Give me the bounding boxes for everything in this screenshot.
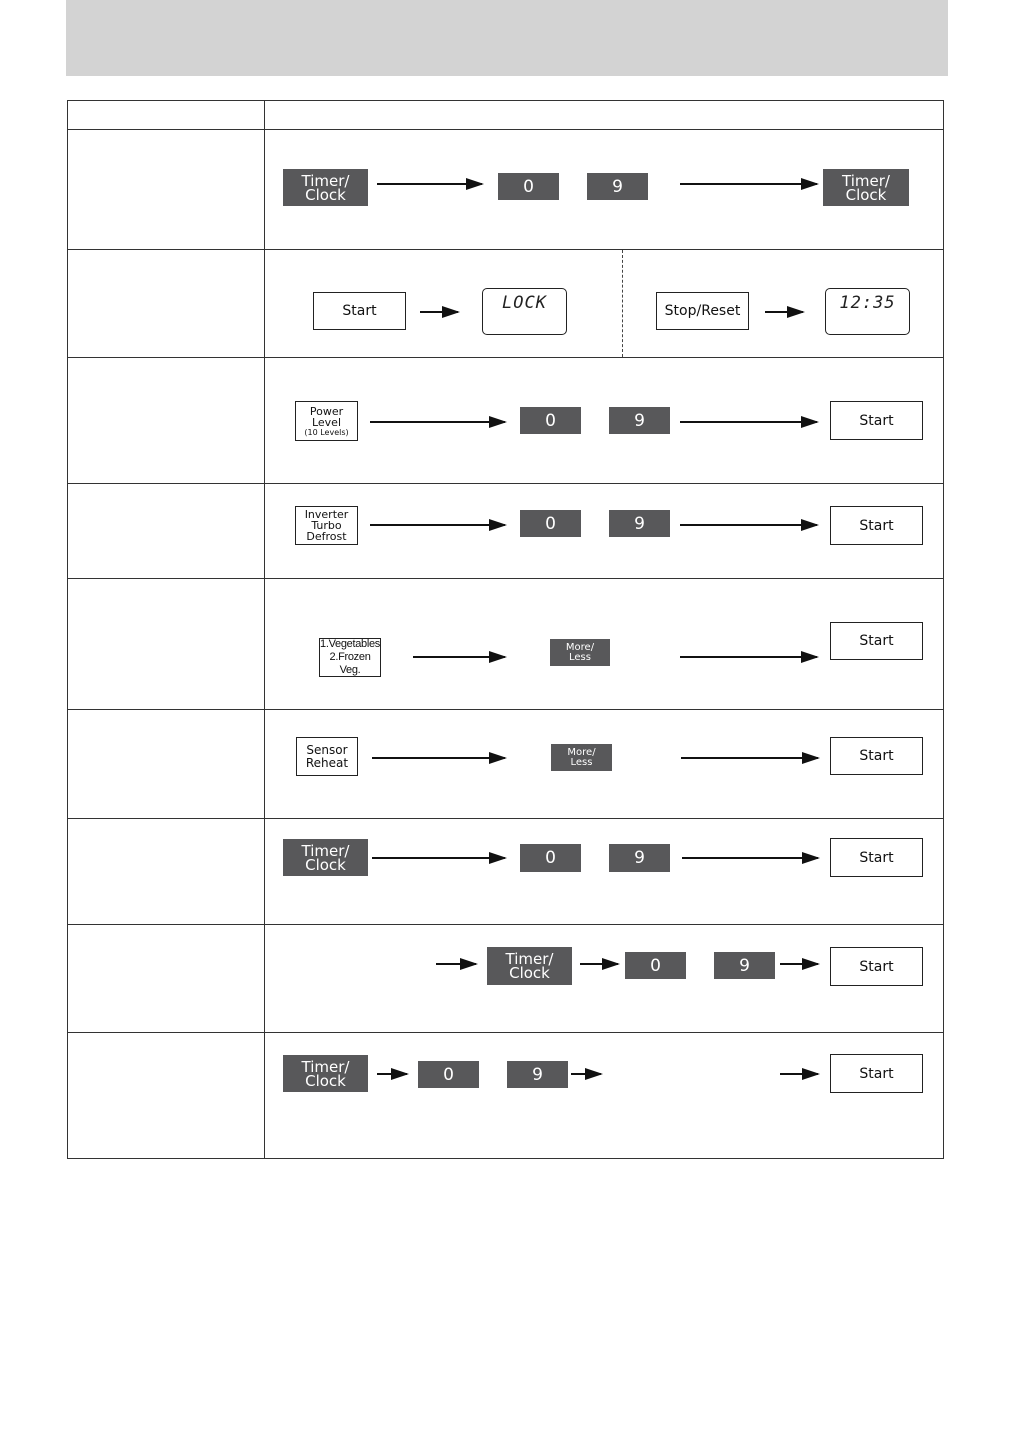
header-band [66, 0, 948, 76]
timer-clock-key[interactable]: Timer/ Clock [283, 1055, 368, 1092]
number-key-9[interactable]: 9 [609, 844, 670, 872]
row-divider [67, 483, 944, 484]
instruction-table [67, 100, 944, 1159]
arrow-icon [372, 857, 505, 859]
arrow-icon [780, 1073, 818, 1075]
start-key[interactable]: Start [830, 947, 923, 986]
timer-clock-key[interactable]: Timer/ Clock [283, 839, 368, 876]
timer-clock-key[interactable]: Timer/ Clock [283, 169, 368, 206]
arrow-icon [436, 963, 476, 965]
number-key-9[interactable]: 9 [609, 407, 670, 434]
start-key[interactable]: Start [830, 838, 923, 877]
sensor-reheat-key[interactable]: Sensor Reheat [296, 737, 358, 776]
arrow-icon [413, 656, 505, 658]
row-divider [67, 249, 944, 250]
arrow-icon [571, 1073, 601, 1075]
number-key-0[interactable]: 0 [520, 407, 581, 434]
power-level-label: Power Level [309, 404, 344, 429]
row-divider [67, 357, 944, 358]
power-level-sublabel: (10 Levels) [304, 427, 349, 437]
row-divider [67, 924, 944, 925]
start-key[interactable]: Start [313, 292, 406, 330]
start-key[interactable]: Start [830, 401, 923, 440]
row-divider [67, 1032, 944, 1033]
row-divider [67, 578, 944, 579]
number-key-0[interactable]: 0 [520, 844, 581, 872]
start-key[interactable]: Start [830, 506, 923, 545]
arrow-icon [377, 183, 482, 185]
arrow-icon [680, 183, 817, 185]
more-less-key[interactable]: More/ Less [551, 744, 612, 771]
row-divider [67, 709, 944, 710]
arrow-icon [680, 421, 817, 423]
arrow-icon [680, 524, 817, 526]
more-less-key[interactable]: More/ Less [550, 639, 610, 666]
arrow-icon [682, 857, 818, 859]
timer-clock-key[interactable]: Timer/ Clock [487, 947, 572, 985]
arrow-icon [370, 421, 505, 423]
row-divider [67, 129, 944, 130]
number-key-9[interactable]: 9 [609, 510, 670, 537]
number-key-0[interactable]: 0 [625, 952, 686, 979]
number-key-0[interactable]: 0 [520, 510, 581, 537]
timer-clock-key[interactable]: Timer/ Clock [823, 169, 909, 206]
arrow-icon [681, 757, 818, 759]
number-key-0[interactable]: 0 [498, 173, 559, 200]
start-key[interactable]: Start [830, 622, 923, 660]
arrow-icon [765, 311, 803, 313]
start-key[interactable]: Start [830, 1054, 923, 1093]
arrow-icon [372, 757, 505, 759]
lcd-display-clock: 12:35 [825, 288, 910, 335]
vegetables-key[interactable]: 1.Vegetables 2.Frozen Veg. [320, 638, 381, 676]
arrow-icon [780, 963, 818, 965]
arrow-icon [370, 524, 505, 526]
number-key-9[interactable]: 9 [507, 1061, 568, 1088]
arrow-icon [420, 311, 458, 313]
row-divider [67, 818, 944, 819]
number-key-9[interactable]: 9 [587, 173, 648, 200]
inverter-turbo-defrost-key[interactable]: Inverter Turbo Defrost [295, 506, 358, 545]
dashed-divider [622, 250, 623, 357]
arrow-icon [377, 1073, 407, 1075]
arrow-icon [580, 963, 618, 965]
lcd-display-lock: LOCK [482, 288, 567, 335]
stop-reset-key[interactable]: Stop/Reset [656, 292, 749, 330]
column-divider [264, 100, 265, 1159]
number-key-9[interactable]: 9 [714, 952, 775, 979]
arrow-icon [680, 656, 817, 658]
power-level-key[interactable] [295, 401, 358, 441]
start-key[interactable]: Start [830, 737, 923, 775]
number-key-0[interactable]: 0 [418, 1061, 479, 1088]
